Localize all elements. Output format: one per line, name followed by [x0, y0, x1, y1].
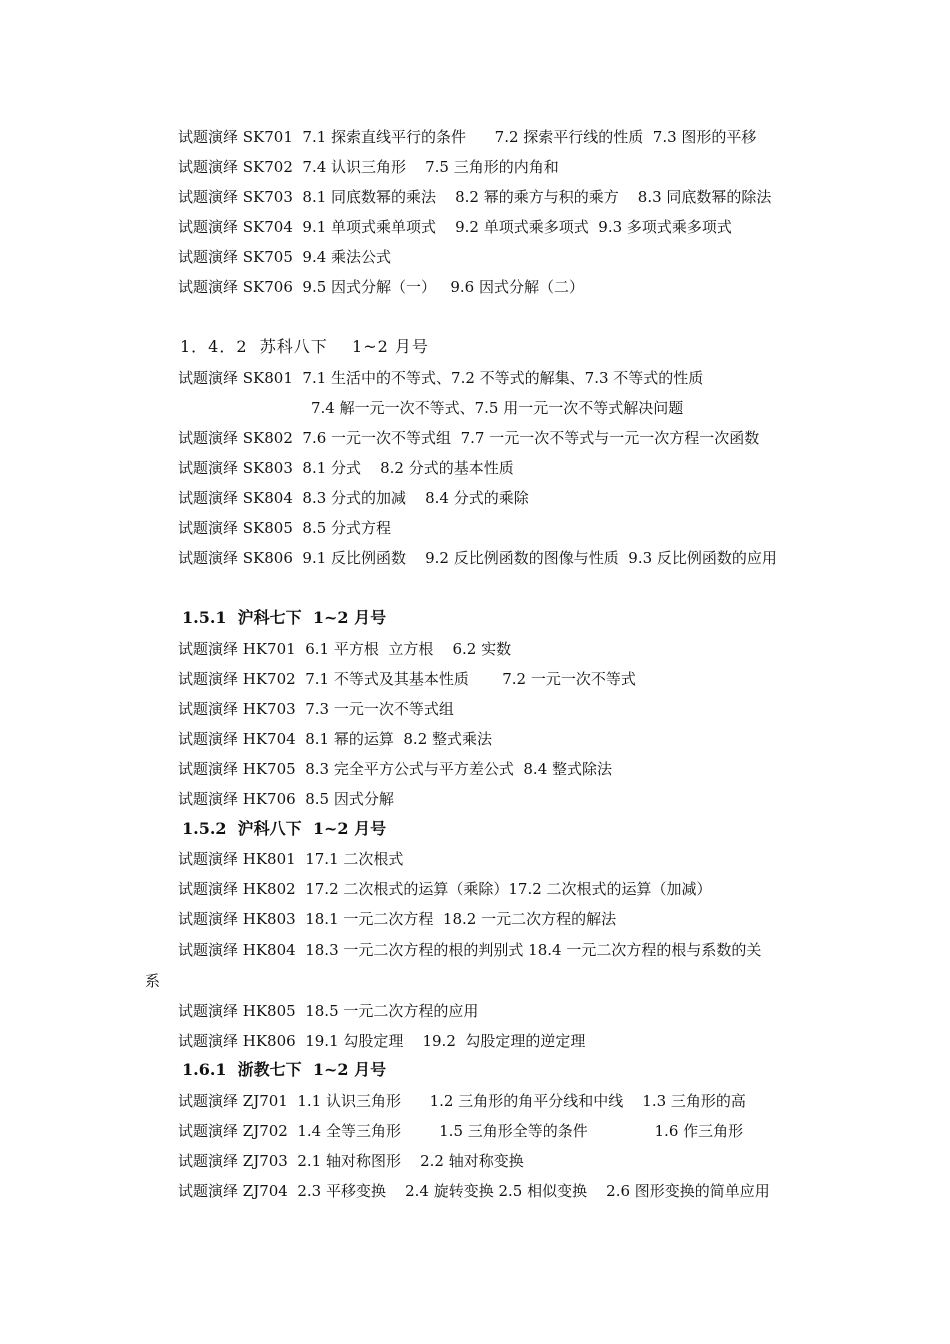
text-line-hk804-cont: 系: [145, 972, 161, 990]
section-heading-1-5-2: 1.5.2 沪科八下 1~2 月号: [182, 819, 387, 838]
text-line-sk703: 试题演绎 SK703 8.1 同底数幂的乘法 8.2 幂的乘方与积的乘方 8.3 同底数幂的除法: [178, 188, 772, 206]
text-line-hk706: 试题演绎 HK706 8.5 因式分解: [178, 790, 394, 808]
section-heading-1-5-1: 1.5.1 沪科七下 1~2 月号: [182, 608, 387, 627]
text-line-hk801: 试题演绎 HK801 17.1 二次根式: [178, 850, 404, 868]
text-line-sk803: 试题演绎 SK803 8.1 分式 8.2 分式的基本性质: [178, 459, 514, 477]
text-line-hk802: 试题演绎 HK802 17.2 二次根式的运算（乘除）17.2 二次根式的运算（加减）: [178, 880, 712, 898]
text-line-sk804: 试题演绎 SK804 8.3 分式的加减 8.4 分式的乘除: [178, 489, 529, 507]
text-line-hk705: 试题演绎 HK705 8.3 完全平方公式与平方差公式 8.4 整式除法: [178, 760, 613, 778]
text-line-sk801: 试题演绎 SK801 7.1 生活中的不等式、7.2 不等式的解集、7.3 不等式的性质: [178, 369, 704, 387]
text-line-sk701: 试题演绎 SK701 7.1 探索直线平行的条件 7.2 探索平行线的性质 7.3 图形的平移: [178, 128, 757, 146]
text-line-hk805: 试题演绎 HK805 18.5 一元二次方程的应用: [178, 1002, 479, 1020]
text-line-sk802: 试题演绎 SK802 7.6 一元一次不等式组 7.7 一元一次不等式与一元一次方程一次函数: [178, 429, 760, 447]
text-line-hk803: 试题演绎 HK803 18.1 一元二次方程 18.2 一元二次方程的解法: [178, 910, 617, 928]
text-line-zj701: 试题演绎 ZJ701 1.1 认识三角形 1.2 三角形的角平分线和中线 1.3 三角形的高: [178, 1092, 746, 1110]
text-line-zj702: 试题演绎 ZJ702 1.4 全等三角形 1.5 三角形全等的条件 1.6 作三角形: [178, 1122, 744, 1140]
text-line-sk806: 试题演绎 SK806 9.1 反比例函数 9.2 反比例函数的图像与性质 9.3 反比例函数的应用: [178, 549, 777, 567]
text-line-hk806: 试题演绎 HK806 19.1 勾股定理 19.2 勾股定理的逆定理: [178, 1032, 586, 1050]
text-line-hk704: 试题演绎 HK704 8.1 幂的运算 8.2 整式乘法: [178, 730, 493, 748]
text-line-zj704: 试题演绎 ZJ704 2.3 平移变换 2.4 旋转变换 2.5 相似变换 2.6 图形变换的简单应用: [178, 1182, 770, 1200]
text-line-hk701: 试题演绎 HK701 6.1 平方根 立方根 6.2 实数: [178, 640, 512, 658]
text-line-sk706: 试题演绎 SK706 9.5 因式分解（一） 9.6 因式分解（二）: [178, 278, 584, 296]
section-heading-1-4-2: 1．4．2 苏科八下 1~2 月号: [180, 337, 429, 356]
text-line-sk702: 试题演绎 SK702 7.4 认识三角形 7.5 三角形的内角和: [178, 158, 559, 176]
section-heading-1-6-1: 1.6.1 浙教七下 1~2 月号: [182, 1060, 387, 1079]
text-line-sk705: 试题演绎 SK705 9.4 乘法公式: [178, 248, 392, 266]
text-line-sk801-cont: 7.4 解一元一次不等式、7.5 用一元一次不等式解决问题: [311, 399, 684, 417]
text-line-hk702: 试题演绎 HK702 7.1 不等式及其基本性质 7.2 一元一次不等式: [178, 670, 636, 688]
text-line-zj703: 试题演绎 ZJ703 2.1 轴对称图形 2.2 轴对称变换: [178, 1152, 524, 1170]
text-line-sk704: 试题演绎 SK704 9.1 单项式乘单项式 9.2 单项式乘多项式 9.3 多项式乘多项式: [178, 218, 732, 236]
text-line-hk804: 试题演绎 HK804 18.3 一元二次方程的根的判别式 18.4 一元二次方程的根与系数的关: [178, 941, 762, 959]
text-line-hk703: 试题演绎 HK703 7.3 一元一次不等式组: [178, 700, 454, 718]
text-line-sk805: 试题演绎 SK805 8.5 分式方程: [178, 519, 392, 537]
